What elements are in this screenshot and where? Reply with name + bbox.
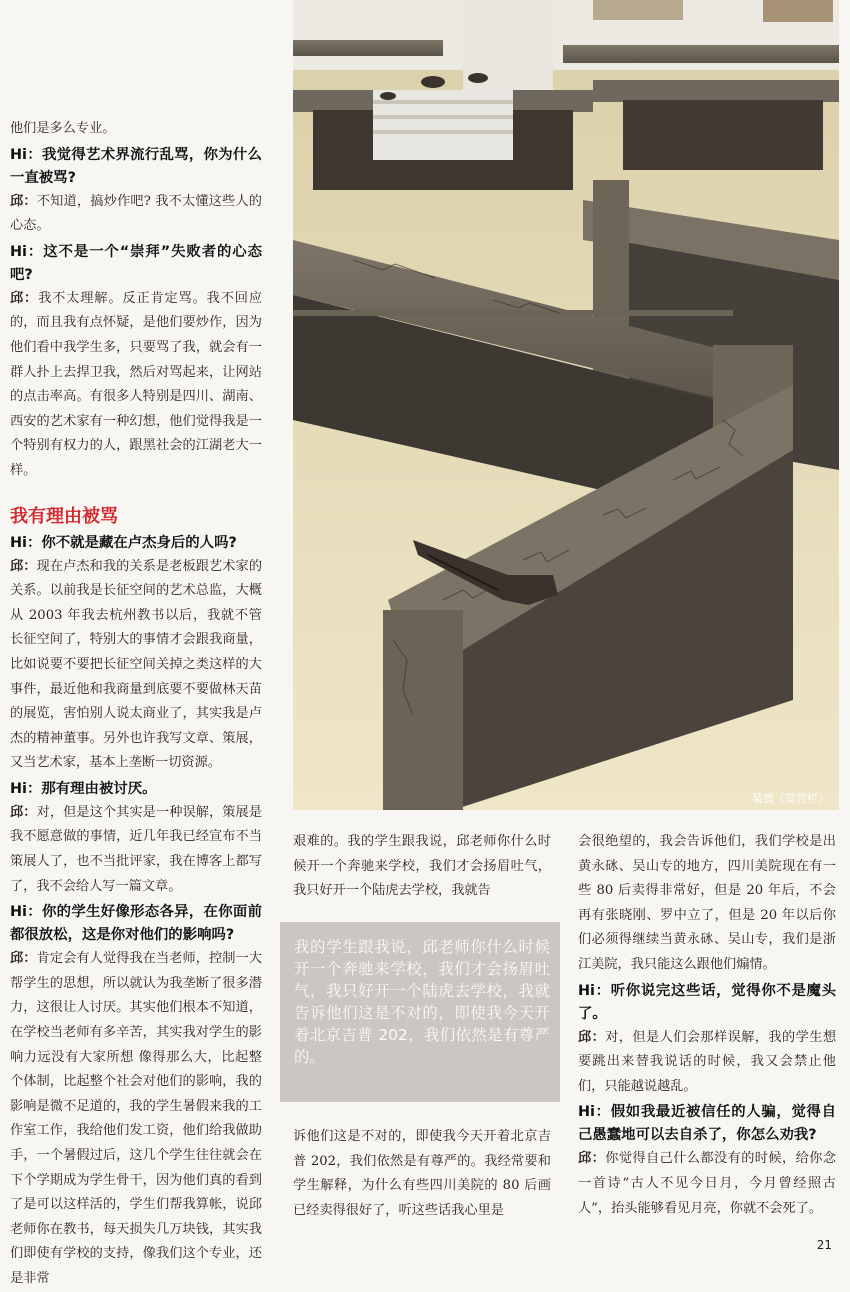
question: Hi：听你说完这些话，觉得你不是魔头了。: [578, 982, 836, 1022]
answer: 邱：现在卢杰和我的关系是老板跟艺术家的关系。以前我是长征空间的艺术总监，大概从 2003 年我去杭州教书以后，我就不管长征空间了，特别大的事情才会跟我商量，比如说要不要把长征空间关掉之类这样的大事件，最近他和我商量到底要不要做林天苗的展览，害怕别人说太商业了，其实我是卢杰的精神董事。另外也许我写文章、策展，又当艺术家，基本上垄断一切资源。: [10, 558, 263, 771]
column-middle-top: [293, 830, 551, 904]
question: Hi：那有理由被讨厌。: [10, 780, 157, 797]
paragraph: 艰难的。我的学生跟我说，邱老师你什么时候开一个奔驰来学校，我们才会扬眉吐气，我只好开一个陆虎去学校，我就告: [293, 834, 551, 899]
paragraph: 他们是多么专业。: [10, 121, 116, 136]
pull-quote-box: [280, 922, 560, 1102]
answer: 邱：不知道，搞炒作吧? 我不太懂这些人的心态。: [10, 193, 262, 234]
question: Hi：你的学生好像形态各异，在你面前都很放松，这是你对他们的影响吗?: [10, 904, 262, 944]
photo-illustration: [293, 0, 839, 810]
answer: 邱：对，但是人们会那样误解，我的学生想要跳出来替我说话的时候，我又会禁止他们，只能越说越乱。: [578, 1029, 837, 1094]
column-right: [578, 830, 836, 1221]
page-number: 21: [816, 1238, 832, 1252]
question: Hi：你不就是藏在卢杰身后的人吗?: [10, 534, 237, 551]
answer: 邱：对，但是这个其实是一种误解，策展是我不愿意做的事情，近几年我已经宣布不当策展人了，也不当批评家，我在博客上都写了，我不会给人写一篇文章。: [10, 804, 263, 894]
column-left: [10, 117, 262, 1292]
answer: 邱：我不太理解。反正肯定骂。我不回应的，而且我有点怀疑，是他们要炒作，因为他们看中我学生多，只要骂了我，就会有一群人扑上去捍卫我，然后对骂起来，让网站的点击率高。有很多人特别是四川、湖南、西安的艺术家有一种幻想，他们觉得我是一个特别有权力的人，跟黑社会的江湖老大一样。: [10, 290, 263, 478]
installation-photo: [293, 0, 839, 810]
answer: 邱：你觉得自己什么都没有的时候，给你念一首诗“古人不见今日月，今月曾经照古人”，抬头能够看见月亮，你就不会死了。: [578, 1151, 837, 1216]
section-heading: 我有理由被骂: [10, 505, 118, 527]
question: Hi：我觉得艺术界流行乱骂，你为什么一直被骂?: [10, 146, 262, 186]
question: Hi：这不是一个“崇拜”失败者的心态吧?: [10, 243, 262, 283]
question: Hi：假如我最近被信任的人骗，觉得自己愚蠢地可以去自杀了，你怎么劝我?: [578, 1104, 836, 1144]
column-middle-bottom: [293, 1125, 551, 1223]
pull-quote: 我的学生跟我说，邱老师你什么时候开一个奔驰来学校，我们才会扬眉吐气，我只好开一个陆虎去学校，我就告诉他们这是不对的，即使我今天开着北京吉普 202，我们依然是有尊严的。: [294, 938, 550, 1066]
answer: 邱：肯定会有人觉得我在当老师，控制一大帮学生的思想，所以就认为我垄断了很多潜力，这很让人讨厌。其实他们根本不知道，在学校当老师有多辛苦，其实我对学生的影响力远没有大家所想 像得那么大，比起整个体制，比起整个社会对他们的影响，我的影响是微不足道的，我的学生暑假来我的工作室工作，我给他们发工资，他们给我做助手，一个暑假过后，这几个学生往往就会在下个学期成为学生骨干，因为他们真的看到了是可以这样活的，学生们帮我算帐，说邱老师你在教书，每天损失几万块钱，其实我们即使有学校的支持，像我们这个专业，还是非常: [10, 951, 263, 1286]
paragraph: 诉他们这是不对的，即使我今天开着北京吉普 202，我们依然是有尊严的。我经常要和学生解释，为什么有些四川美院的 80 后画已经卖得很好了，听这些话我心里是: [293, 1129, 551, 1218]
paragraph: 会很绝望的，我会告诉他们，我们学校是出黄永砯、吴山专的地方，四川美院现在有一些 80 后卖得非常好，但是 20 年后，不会再有张晓刚、罗中立了，但是 20 年以后你们必须得继续当黄永砯、吴山专，我们是浙江美院，我只能这么跟他们煽情。: [578, 834, 836, 972]
photo-caption: 装置《莫凭栏》: [752, 792, 829, 805]
